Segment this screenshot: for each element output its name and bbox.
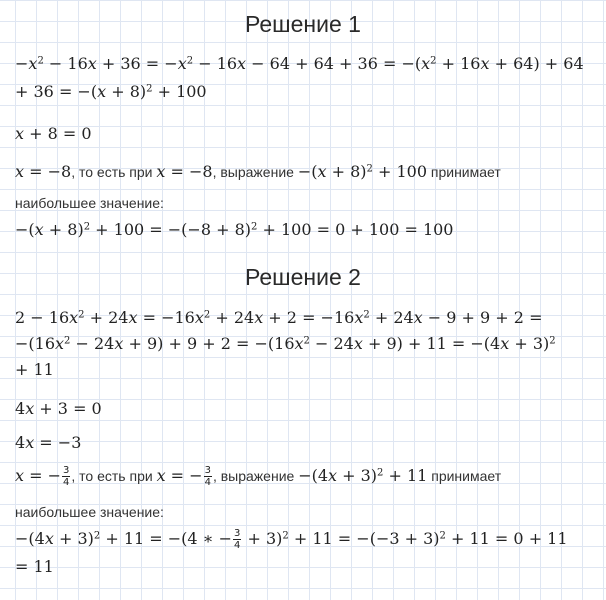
fraction-numerator: 3 <box>204 465 211 476</box>
s1-line-6: $-(x + 8)^2 + 100 = -(-8 + 8)^2 + 100 = 0 + 100 = 100$ <box>15 220 454 239</box>
s1-l4-text-b: , то есть при <box>71 164 157 180</box>
s2-l6-text-f: принимает <box>427 468 502 484</box>
s2-line-7: наибольшее значение: <box>15 504 164 520</box>
s1-l4-math-a: x = −8 <box>15 162 72 181</box>
solution-2-title: Решение 2 <box>245 264 361 290</box>
s1-line-1: $-x^2 - 16x + 36 = -x^2 - 16x - 64 + 64 + 36 = -(x^2 + 16x + 64) + 64$ <box>15 54 584 73</box>
fraction-numerator: 3 <box>63 465 70 476</box>
s2-line-8 <box>15 528 568 551</box>
s1-l4-math-c: x = −8 <box>156 162 213 181</box>
s2-line-9: = 11 <box>15 557 54 576</box>
fraction-denominator: 4 <box>63 477 70 488</box>
s2-line-4: 4x + 3 = 0 <box>15 399 102 418</box>
fraction-denominator: 4 <box>204 477 211 488</box>
fraction-three-quarters <box>204 465 212 488</box>
fraction-numerator: 3 <box>234 528 241 539</box>
s1-line-5: наибольшее значение: <box>15 195 164 211</box>
s2-l8-math-a: $-(4x + 3)^2 + 11 = -(4$ ∗ − <box>15 529 233 548</box>
s1-l4-text-f: принимает <box>427 164 501 180</box>
s1-line-2: + $36 = -(x + 8)^2 + 100$ <box>15 82 207 101</box>
s2-l8-math-b: + $3)^2 + 11 = -(-3 + 3)^2 + 11 = 0 + 11$ <box>242 529 568 548</box>
s1-line-4 <box>15 162 501 182</box>
s1-l4-math-e: $-(x + 8)^2 + 100$ <box>297 162 427 181</box>
fraction-three-quarters <box>233 528 241 551</box>
s2-l6-text-b: , то есть при <box>71 468 157 484</box>
s2-l6-math-e: $-(4x + 3)^2 + 11$ <box>298 466 428 485</box>
s2-l6-math-a: x = − <box>15 466 62 485</box>
s2-line-5: 4x = −3 <box>15 433 82 452</box>
s2-line-3: + 11 <box>15 360 54 379</box>
fraction-three-quarters <box>62 465 70 488</box>
s2-line-1: $2 - 16x^2 + 24x = -16x^2 + 24x + 2 = -16x^2 + 24x - 9 + 9 + 2$ = <box>15 308 543 327</box>
s2-l6-text-d: , выражение <box>212 468 299 484</box>
s2-l6-math-c: x = − <box>156 466 203 485</box>
s1-line-3: x + 8 = 0 <box>15 124 92 143</box>
fraction-denominator: 4 <box>234 540 241 551</box>
s2-line-6 <box>15 465 501 488</box>
solution-1-title: Решение 1 <box>245 11 361 37</box>
s1-l4-text-d: , выражение <box>212 164 298 180</box>
s2-line-2: $-(16x^2 - 24x + 9) + 9 + 2 = -(16x^2 - 24x + 9) + 11 = -(4x + 3)^2$ <box>15 334 556 353</box>
